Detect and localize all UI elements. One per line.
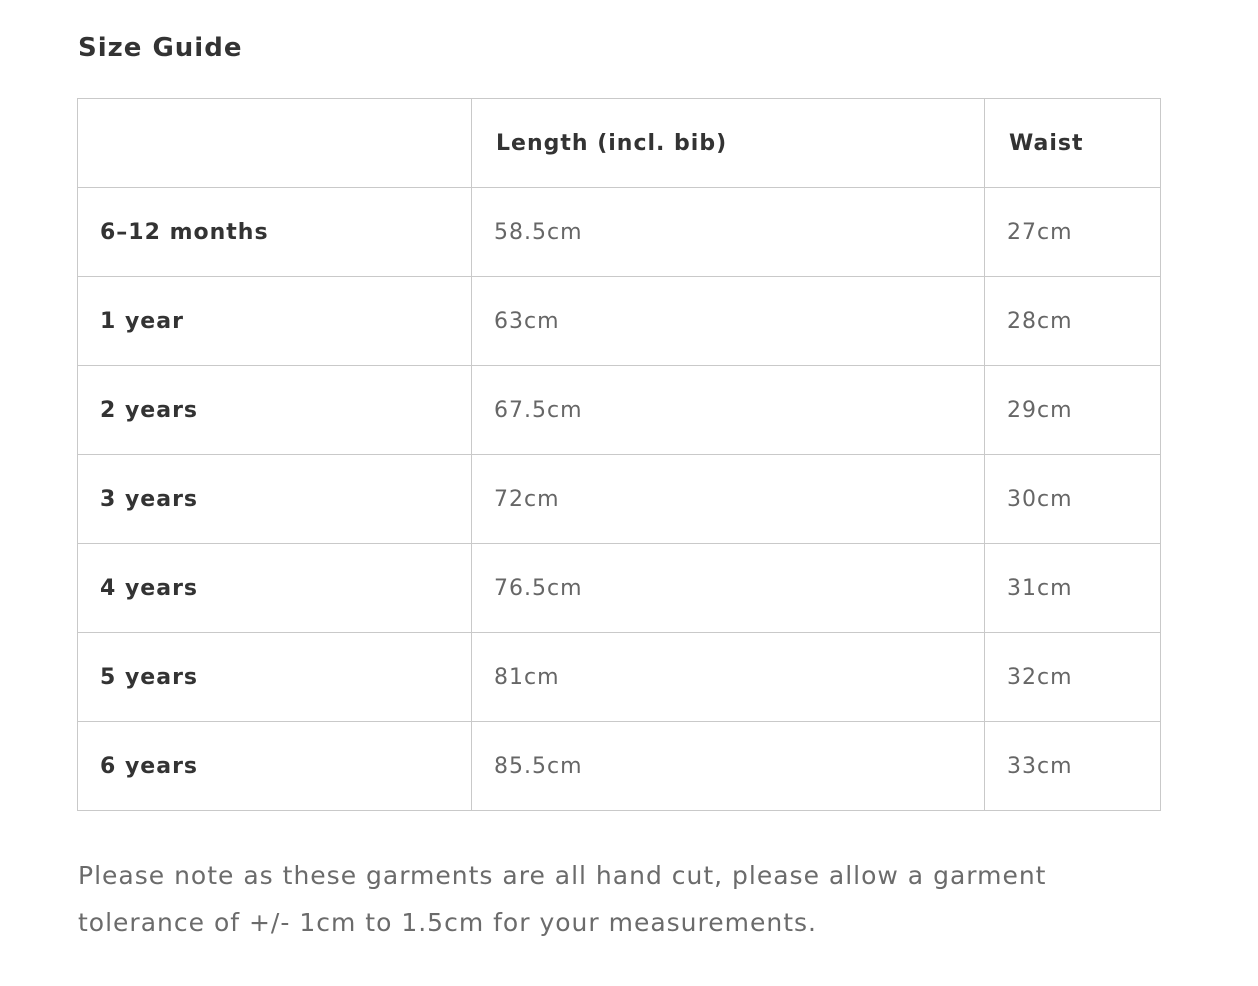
waist-value: 27cm <box>985 188 1161 277</box>
header-waist: Waist <box>985 99 1161 188</box>
waist-value: 29cm <box>985 366 1161 455</box>
waist-value: 28cm <box>985 277 1161 366</box>
table-row <box>78 722 1161 811</box>
table-row <box>78 277 1161 366</box>
header-length: Length (incl. bib) <box>472 99 985 188</box>
length-value: 81cm <box>472 633 985 722</box>
table-row <box>78 188 1161 277</box>
size-label: 6 years <box>78 722 472 811</box>
size-guide-table <box>77 98 1161 811</box>
waist-value: 32cm <box>985 633 1161 722</box>
tolerance-note: Please note as these garments are all hand cut, please allow a garment tolerance of +/- 1cm to 1.5cm for your measurements. <box>78 861 1047 937</box>
length-value: 63cm <box>472 277 985 366</box>
length-value: 85.5cm <box>472 722 985 811</box>
waist-value: 33cm <box>985 722 1161 811</box>
length-value: 72cm <box>472 455 985 544</box>
size-label: 5 years <box>78 633 472 722</box>
size-label: 6–12 months <box>78 188 472 277</box>
length-value: 76.5cm <box>472 544 985 633</box>
length-value: 67.5cm <box>472 366 985 455</box>
size-label: 2 years <box>78 366 472 455</box>
waist-value: 31cm <box>985 544 1161 633</box>
size-label: 4 years <box>78 544 472 633</box>
header-size <box>78 99 472 188</box>
table-header-row <box>78 99 1161 188</box>
size-label: 1 year <box>78 277 472 366</box>
table-row <box>78 455 1161 544</box>
table-row <box>78 633 1161 722</box>
size-label: 3 years <box>78 455 472 544</box>
length-value: 58.5cm <box>472 188 985 277</box>
table-row <box>78 366 1161 455</box>
waist-value: 30cm <box>985 455 1161 544</box>
table-row <box>78 544 1161 633</box>
page-title: Size Guide <box>78 33 243 63</box>
